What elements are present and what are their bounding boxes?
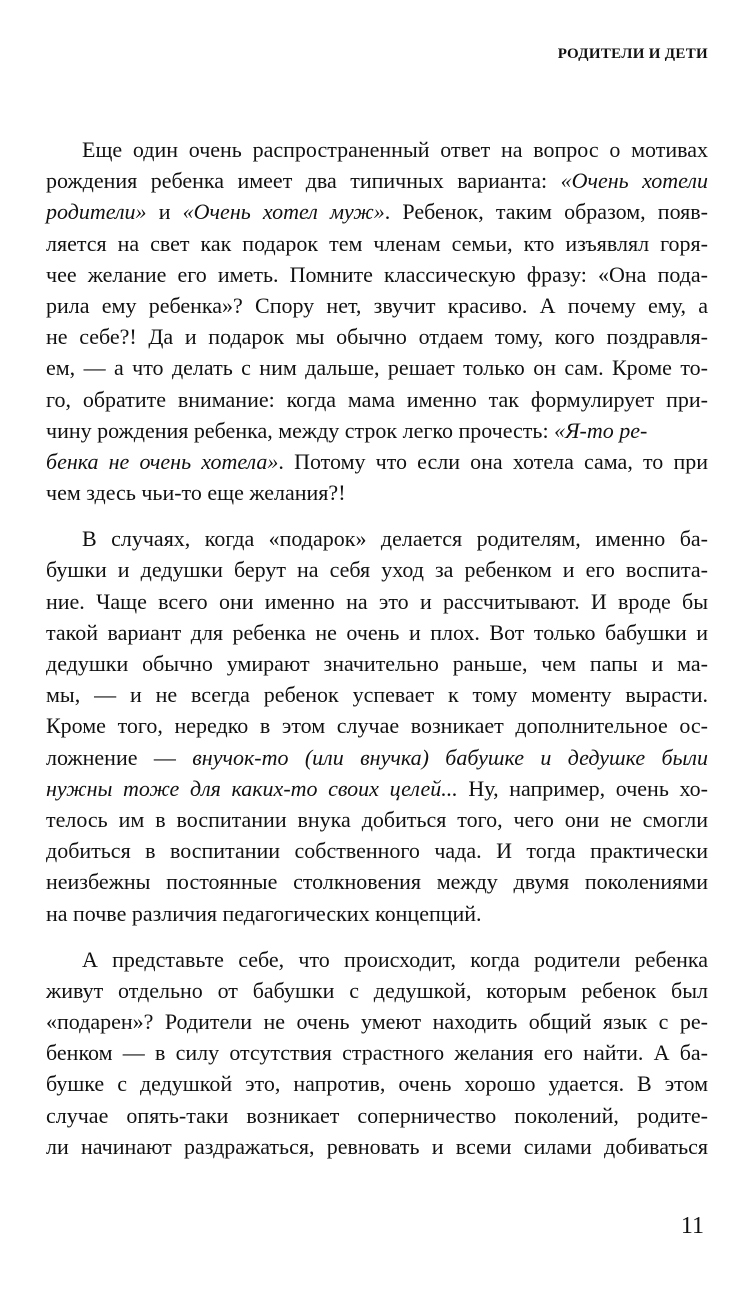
text-run: случае опять-таки возникает соперничество поколений, родите-: [46, 1102, 708, 1128]
text-run: бушки и дедушки берут на себя уход за ребенком и его воспита-: [46, 557, 708, 583]
italic-text: «Очень хотели: [560, 168, 708, 194]
page-number: 11: [680, 1213, 704, 1239]
text-run: такой вариант для ребенка не очень и плох. Вот только бабушки и: [46, 619, 708, 645]
text-run: неизбежны постоянные столкновения между двумя поколениями: [46, 869, 708, 895]
text-run: В случаях, когда «подарок» делается родителям, именно ба-: [82, 526, 708, 552]
italic-text: внучок-то (или внучка) бабушке и дедушке были: [192, 744, 709, 770]
text-line: [46, 196, 708, 227]
text-run: «подарен»? Родители не очень умеют находить общий язык с ре-: [46, 1009, 708, 1035]
text-line: [46, 1131, 708, 1162]
text-run: ем, — а что делать с ним дальше, решает только он сам. Кроме то-: [46, 355, 708, 381]
text-run: го, обратите внимание: когда мама именно так формулирует при-: [46, 386, 708, 412]
text-run: ние. Чаще всего они именно на это и рассчитывают. И вроде бы: [46, 588, 708, 614]
italic-text: «Очень хотел муж»: [182, 199, 385, 225]
text-run: чину рождения ребенка, между строк легко прочесть:: [46, 417, 555, 443]
text-line: [46, 835, 708, 866]
text-run: . Потому что если она хотела сама, то при: [278, 448, 708, 474]
text-line: [46, 1100, 708, 1131]
text-line: [46, 648, 708, 679]
text-line: [46, 586, 708, 617]
text-line: [46, 352, 708, 383]
text-line: [46, 866, 708, 897]
text-line: [46, 259, 708, 290]
text-run: ляется на свет как подарок тем членам семьи, кто изъявлял горя-: [46, 230, 708, 256]
text-run: рила ему ребенка»? Спору нет, звучит красиво. А почему ему, а: [46, 292, 708, 318]
text-line: [46, 1037, 708, 1068]
text-run: телось им в воспитании внука добиться того, чего они не смогли: [46, 806, 708, 832]
text-run: рождения ребенка имеет два типичных варианта:: [46, 168, 561, 194]
text-run: бушке с дедушкой это, напротив, очень хорошо удается. В этом: [46, 1071, 708, 1097]
text-line: [46, 898, 708, 929]
text-line: [46, 415, 708, 446]
text-line: [46, 804, 708, 835]
text-run: не себе?! Да и подарок мы обычно отдаем тому, кого поздравля-: [46, 324, 708, 350]
text-run: ли начинают раздражаться, ревновать и всеми силами добиваться: [46, 1133, 708, 1159]
italic-text: родители»: [46, 199, 147, 225]
paragraph: [46, 944, 708, 1162]
text-line: [46, 290, 708, 321]
text-line: [46, 523, 708, 554]
text-run: и: [146, 199, 183, 225]
text-run: добиться в воспитании собственного чада. И тогда практически: [46, 838, 708, 864]
text-run: А представьте себе, что происходит, когда родители ребенка: [82, 946, 708, 972]
text-run: бенком — в силу отсутствия страстного желания его найти. А ба-: [46, 1040, 708, 1066]
text-run: Еще один очень распространенный ответ на вопрос о мотивах: [82, 137, 708, 162]
italic-text: «Я-то ре-: [554, 417, 648, 443]
text-line: [46, 773, 708, 804]
text-run: мы, — и не всегда ребенок успевает к тому моменту вырасти.: [46, 682, 708, 708]
text-line: [46, 617, 708, 648]
text-line: [46, 1068, 708, 1099]
text-line: [46, 321, 708, 352]
text-line: [46, 446, 708, 477]
text-line: [46, 165, 708, 196]
paragraph: [46, 523, 708, 928]
text-run: живут отдельно от бабушки с дедушкой, которым ребенок был: [46, 977, 708, 1003]
text-line: [46, 1006, 708, 1037]
text-line: [46, 975, 708, 1006]
text-line: [46, 554, 708, 585]
text-run: дедушки обычно умирают значительно раньше, чем папы и ма-: [46, 651, 708, 676]
text-line: [46, 679, 708, 710]
paragraph: [46, 134, 708, 508]
text-line: [46, 477, 708, 508]
text-run: Кроме того, нередко в этом случае возникает дополнительное ос-: [46, 713, 708, 739]
text-line: [46, 742, 708, 773]
text-line: [46, 134, 708, 165]
text-run: Ну, например, очень хо-: [457, 775, 708, 801]
running-head: РОДИТЕЛИ И ДЕТИ: [557, 46, 708, 62]
italic-text: бенка не очень хотела»: [46, 448, 279, 474]
text-line: [46, 944, 708, 975]
text-run: чем здесь чьи-то еще желания?!: [46, 480, 346, 506]
text-line: [46, 710, 708, 741]
text-line: [46, 384, 708, 415]
italic-text: нужны тоже для каких-то своих целей...: [46, 775, 458, 801]
text-line: [46, 228, 708, 259]
text-run: на почве различия педагогических концепций.: [46, 900, 482, 926]
text-run: чее желание его иметь. Помните классическую фразу: «Она пода-: [46, 261, 708, 287]
text-run: ложнение —: [46, 744, 193, 770]
text-run: . Ребенок, таким образом, появ-: [384, 199, 708, 225]
body-text: [46, 134, 708, 1162]
